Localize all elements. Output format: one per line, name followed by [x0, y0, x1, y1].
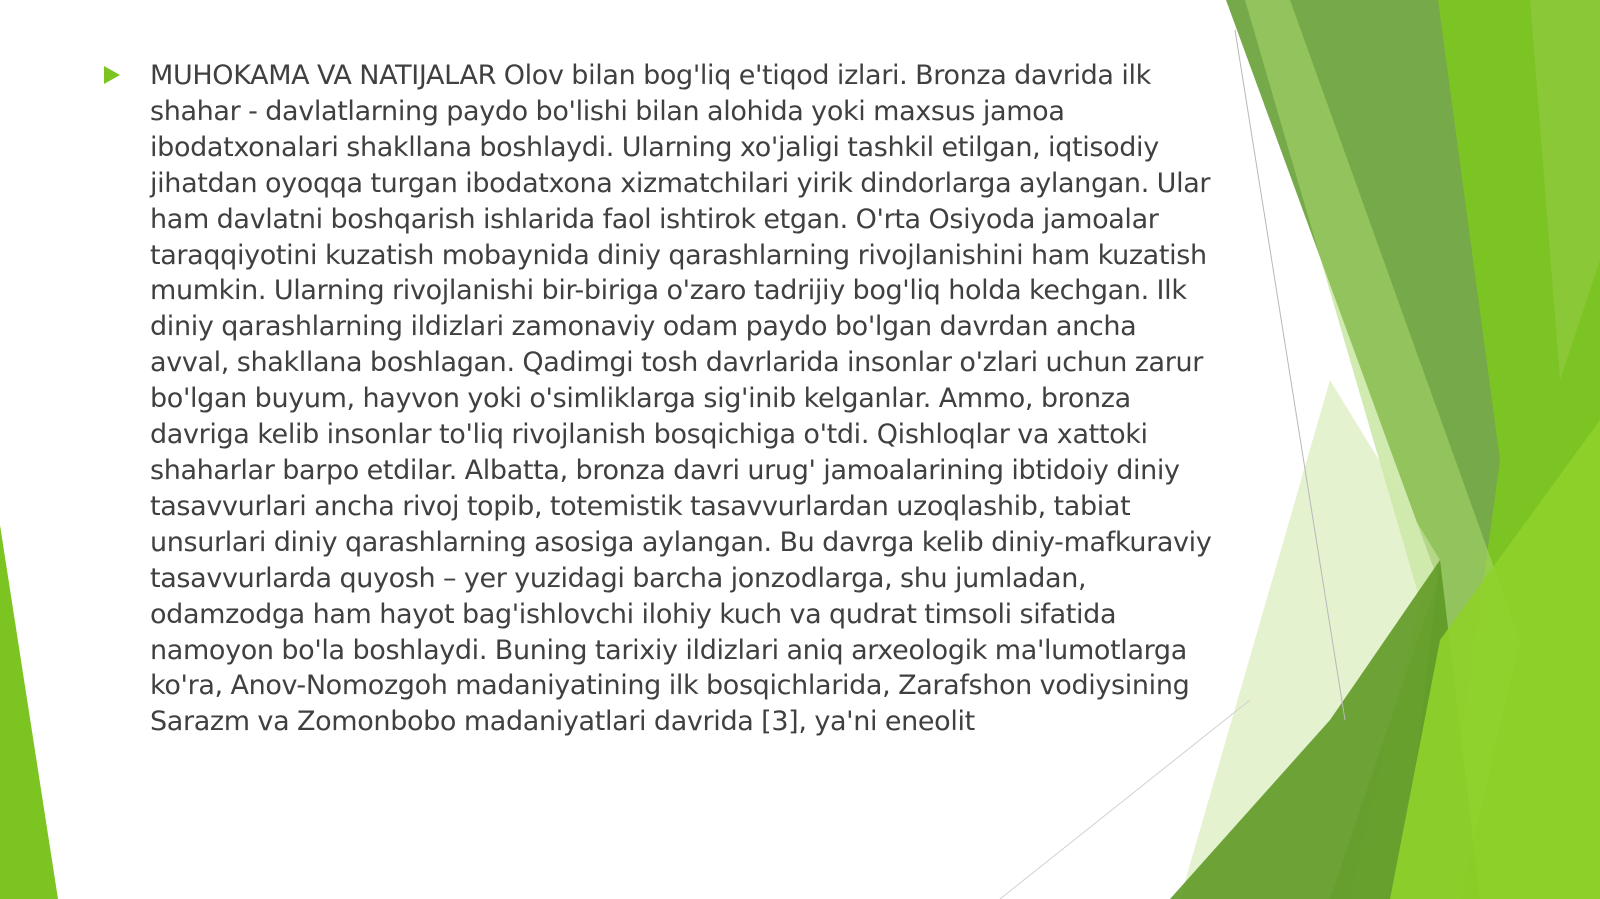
triangle-bullet-icon	[104, 66, 120, 84]
content-text-block	[104, 58, 1214, 740]
left-green-wedge	[0, 525, 58, 899]
slide-body-text: MUHOKAMA VA NATIJALAR Olov bilan bog'liq e'tiqod izlari. Bronza davrida ilk shahar - davlatlarning paydo bo'lishi bilan alohida yoki maxsus jamoa ibodatxonalari shakllana boshlaydi. Ularning xo'jaligi tashkil etilgan, iqtisodiy jihatdan oyoqqa turgan ibodatxona xizmatchilari yirik dindorlarga aylangan. Ular ham davlatni boshqarish ishlarida faol ishtirok etgan. O'rta Osiyoda jamoalar taraqqiyotini kuzatish mobaynida diniy qarashlarning rivojlanishini ham kuzatish mumkin. Ularning rivojlanishi bir-biriga o'zaro tadrijiy bog'liq holda kechgan. Ilk diniy qarashlarning ildizlari zamonaviy odam paydo bo'lgan davrdan ancha avval, shakllana boshlagan. Qadimgi tosh davrlarida insonlar o'zlari uchun zarur bo'lgan buyum, hayvon yoki o'simliklarga sig'inib kelganlar. Ammo, bronza davriga kelib insonlar to'liq rivojlanish bosqichiga o'tdi. Qishloqlar va xattoki shaharlar barpo etdilar. Albatta, bronza davri urug' jamoalarining ibtidoiy diniy tasavvurlari ancha rivoj topib, totemistik tasavvurlardan uzoqlashib, tabiat unsurlari diniy qarashlarning asosiga aylangan. Bu davrga kelib diniy-mafkuraviy tasavvurlarda quyosh – yer yuzidagi barcha jonzodlarga, shu jumladan, odamzodga ham hayot bag'ishlovchi ilohiy kuch va qudrat timsoli sifatida namoyon bo'la boshlaydi. Buning tarixiy ildizlari aniq arxeologik ma'lumotlarga ko'ra, Anov-Nomozgoh madaniyatining ilk bosqichlarida, Zarafshon vodiysining Sarazm va Zomonbobo madaniyatlari davrida [3], ya'ni eneolit	[150, 60, 1212, 738]
